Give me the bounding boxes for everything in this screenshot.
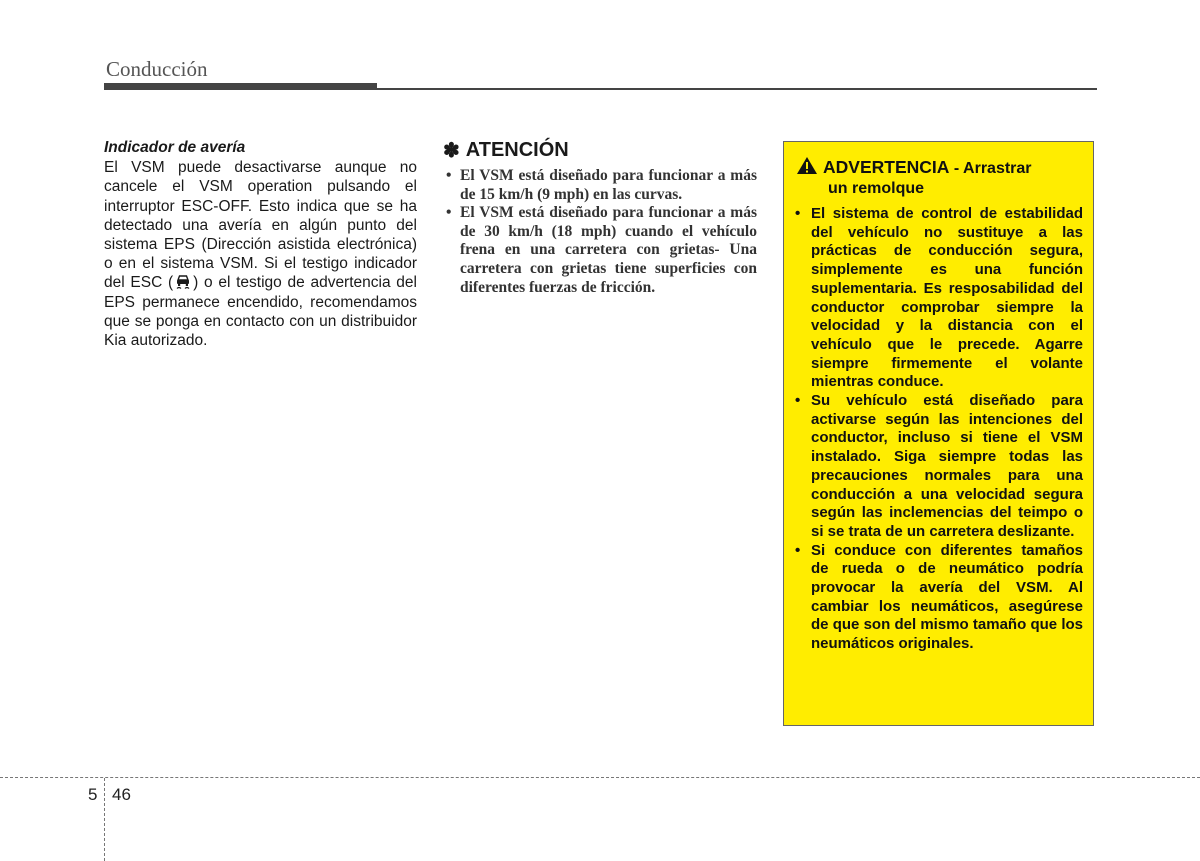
- warning-item: • El sistema de control de estabilidad del vehículo no sustituye a las prácticas de conducción segura, simplemente es una función suplementaria. Es resposabilidad del conductor comprobar siempre la velocidad y la distancia con el vehículo que le precede. Agarre siempre firmemente el volante mientras conduce.: [794, 205, 1083, 392]
- attention-section: [443, 138, 757, 297]
- warning-heading-text: ADVERTENCIA: [823, 157, 950, 177]
- attention-item: • El VSM está diseñado para funcionar a más de 15 km/h (9 mph) en las curvas.: [443, 167, 757, 204]
- warning-list: [794, 205, 1083, 654]
- warning-item: • Si conduce con diferentes tamaños de rueda o de neumático podría provocar la avería del VSM. Al cambiar los neumáticos, asegúrese de que son del mismo tamaño que los neumáticos originales.: [794, 542, 1083, 654]
- warning-heading-suffix: - Arrastrar: [949, 160, 1032, 177]
- paragraph-text-after-icon: ) o el testigo de advertencia del EPS permanece encendido, recomendamos que se ponga en contacto con un distribuidor Kia autorizado.: [104, 274, 417, 350]
- warning-item: • Su vehículo está diseñado para activarse según las intenciones del conductor, incluso si tiene el VSM instalado. Siga siempre todas las precauciones normales para una conducción a una velocidad segura según las inclemencias del teimpo o si se trata de un carretera deslizante.: [794, 392, 1083, 542]
- warning-triangle-icon: [796, 156, 818, 175]
- section-title: Conducción: [106, 57, 208, 81]
- chapter-number: 5: [88, 785, 98, 804]
- warning-heading: [794, 156, 1083, 199]
- attention-list: [443, 167, 757, 297]
- warning-heading-line2: un remolque: [828, 180, 925, 197]
- malfunction-indicator-section: [104, 138, 417, 350]
- page-number: 46: [112, 785, 131, 804]
- esc-skid-car-icon: [174, 273, 192, 290]
- footer-vertical-divider: [104, 778, 105, 861]
- header-rule: [104, 88, 1097, 90]
- attention-item: • El VSM está diseñado para funcionar a más de 30 km/h (18 mph) cuando el vehículo frena en una carretera con grietas- Una carretera con grietas tiene superficies con diferentes fuerzas de fricción.: [443, 204, 757, 297]
- attention-heading: [443, 138, 757, 163]
- warning-box: [783, 141, 1094, 726]
- attention-heading-text: ATENCIÓN: [465, 139, 569, 161]
- attention-star-icon: ✽: [443, 140, 460, 162]
- malfunction-subheading: Indicador de avería: [104, 139, 246, 156]
- malfunction-paragraph: [104, 158, 417, 350]
- footer-divider: [0, 777, 1200, 778]
- paragraph-text-before-icon: El VSM puede desactivarse aunque no cancele el VSM operation pulsando el interruptor ESC-OFF. Esto indica que se ha detectado una avería en algún punto del sistema EPS (Dirección asistida electrónica) o en el sistema VSM. Si el testigo indicador del ESC (: [104, 159, 417, 292]
